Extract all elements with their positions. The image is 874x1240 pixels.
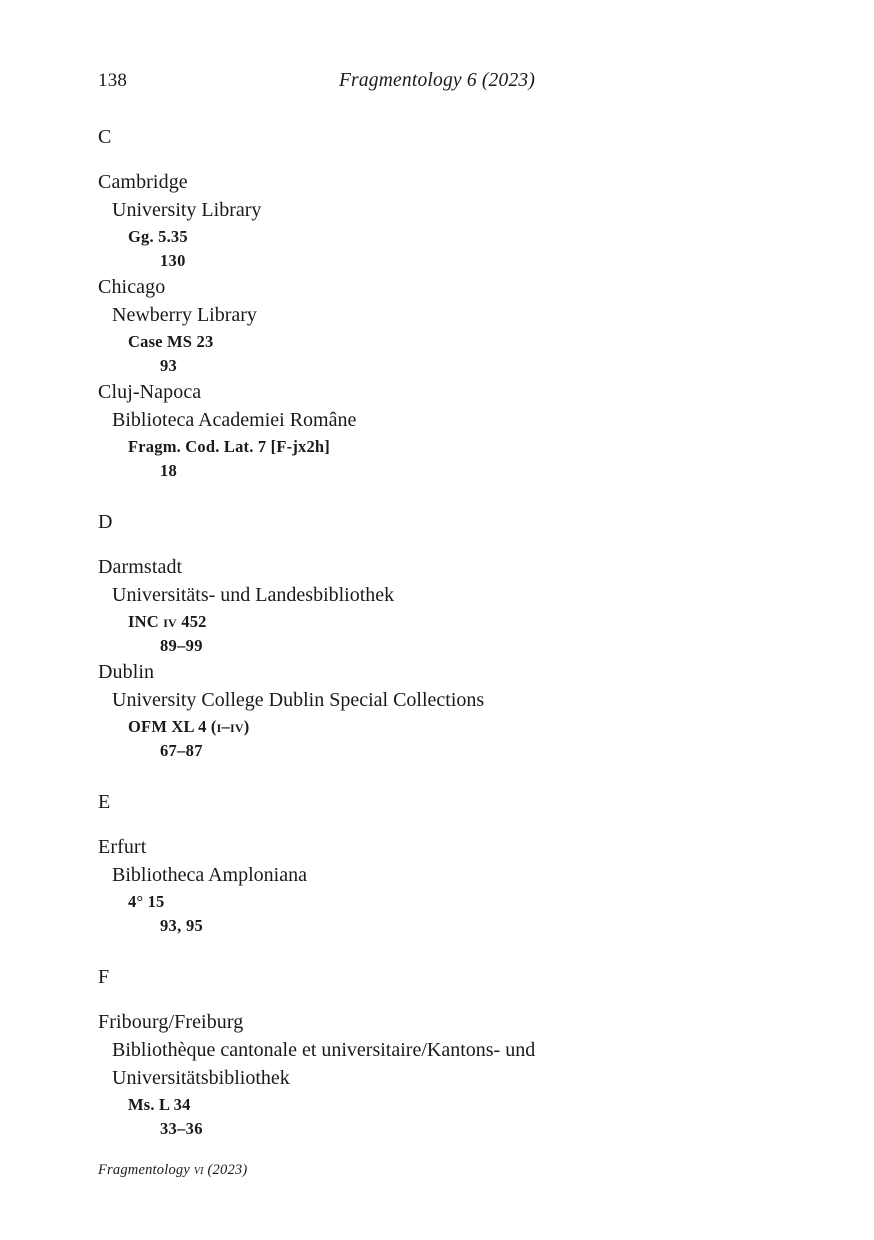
entry-city: Chicago [98,276,166,298]
index-entry [98,658,798,763]
entry-shelfmark: Gg. 5.35 [128,227,188,246]
entry-shelfmark: Ms. L 34 [128,1095,191,1114]
entry-shelfmark: Fragm. Cod. Lat. 7 [F-jx2h] [128,437,330,456]
index-entry [98,833,798,938]
entry-pages: 93, 95 [160,916,204,935]
entry-pages: 93 [160,356,178,375]
entry-pages: 33–36 [160,1119,203,1138]
section-letter: E [98,791,111,813]
entry-city: Cambridge [98,171,188,193]
entry-shelfmark: 4° 15 [128,892,165,911]
index-entry [98,378,798,483]
section-letter: C [98,126,112,148]
entry-institution: University College Dublin Special Collections [112,689,485,711]
entry-institution: Bibliothèque cantonale et universitaire/Kantons- und Universitätsbibliothek [112,1039,536,1089]
entry-institution: Universitäts- und Landesbibliothek [112,584,395,606]
entry-shelfmark: Case MS 23 [128,332,214,351]
entry-pages: 18 [160,461,178,480]
shelfmark-roman-numeral: i–iv [216,717,244,736]
running-head [98,70,776,100]
shelfmark-suffix: ) [243,717,250,736]
index-entry [98,168,798,273]
shelfmark-prefix: OFM XL 4 ( [128,717,217,736]
footer-volume: vi [193,1162,204,1178]
entry-city: Cluj-Napoca [98,381,202,403]
shelfmark-roman-numeral: iv [163,612,177,631]
entry-shelfmark [128,714,798,739]
entry-pages: 67–87 [160,741,203,760]
entry-institution: University Library [112,199,262,221]
entry-city: Fribourg/Freiburg [98,1011,244,1033]
index-entry [98,1008,798,1141]
page-number: 138 [98,70,128,91]
entry-institution: Newberry Library [112,304,257,326]
page-footer [98,1162,247,1179]
running-head-title: Fragmentology 6 (2023) [338,70,536,91]
shelfmark-suffix: 452 [176,612,207,631]
index-entry [98,553,798,658]
entry-institution: Biblioteca Academiei Române [112,409,357,431]
shelfmark-prefix: INC [128,612,164,631]
section-letter: F [98,966,110,988]
entry-institution: Bibliotheca Amploniana [112,864,307,886]
index-body [98,124,798,1141]
footer-journal: Fragmentology [98,1162,191,1178]
index-section-f [98,964,798,1141]
entry-shelfmark [128,609,798,634]
entry-city: Erfurt [98,836,147,858]
index-entry [98,273,798,378]
entry-city: Dublin [98,661,155,683]
entry-pages: 130 [160,251,186,270]
footer-year: (2023) [207,1162,248,1178]
section-letter: D [98,511,113,533]
entry-city: Darmstadt [98,556,183,578]
index-section-c [98,124,798,483]
entry-pages: 89–99 [160,636,203,655]
index-section-d [98,509,798,763]
index-section-e [98,789,798,938]
